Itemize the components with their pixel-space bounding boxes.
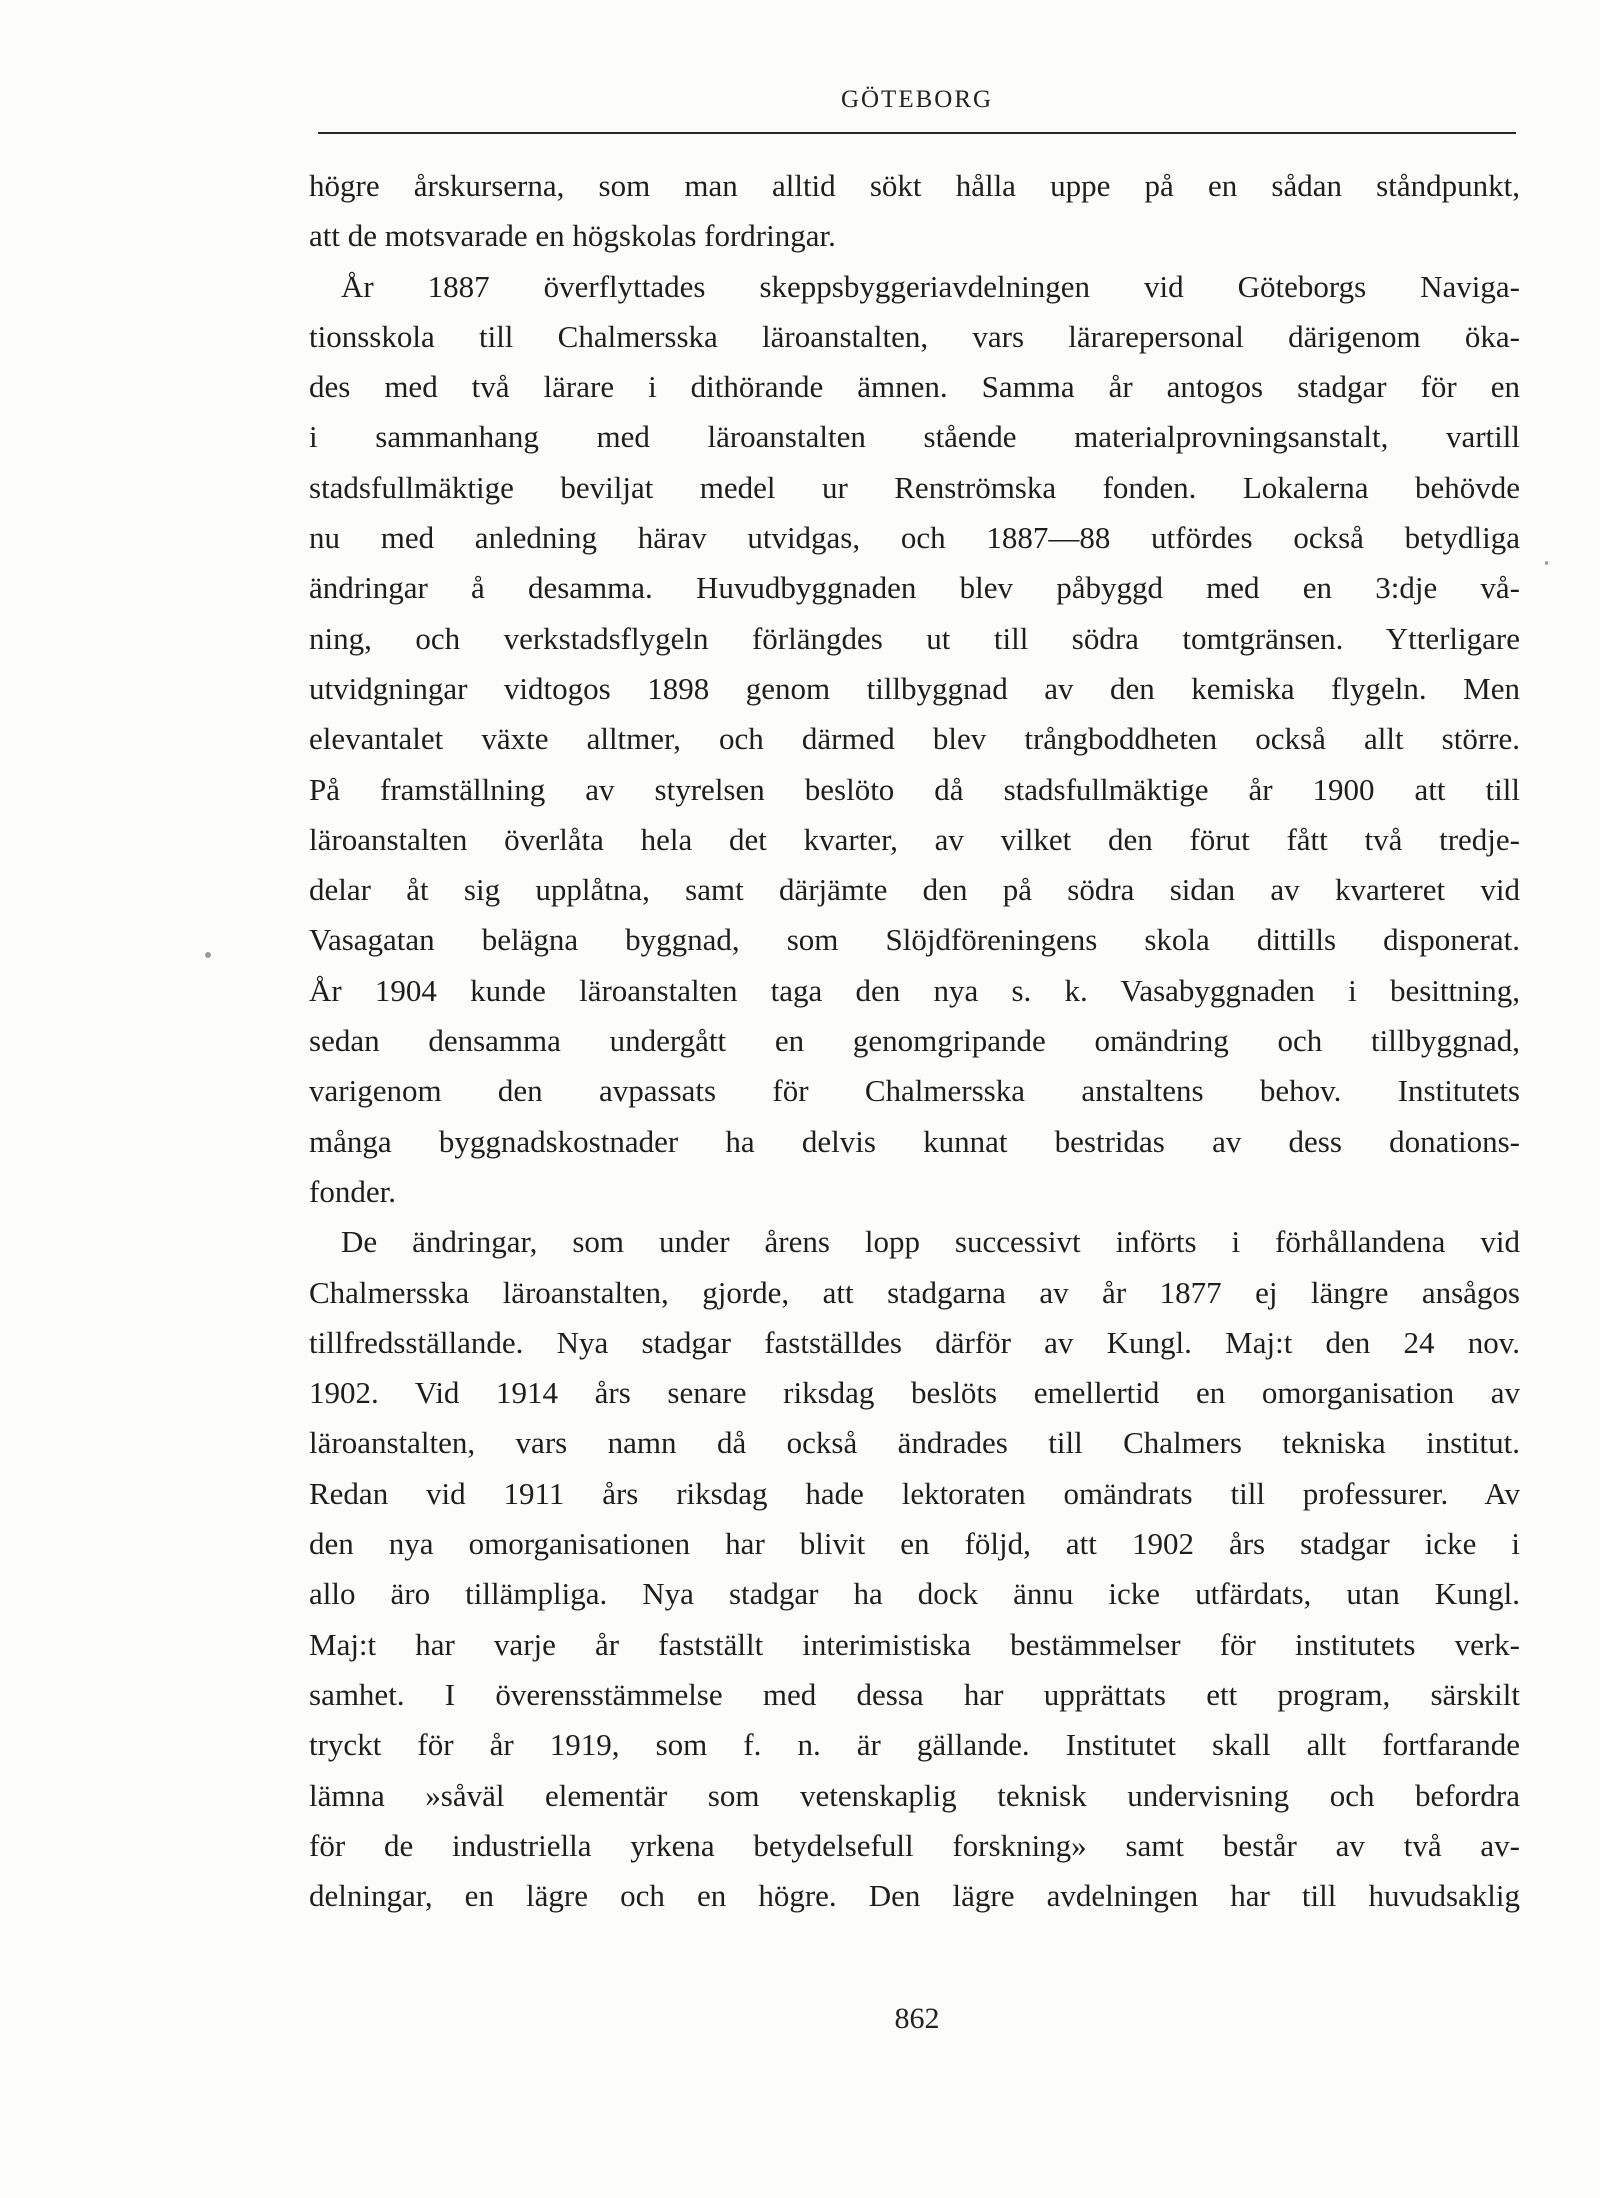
text-line: högre årskurserna, som man alltid sökt hålla uppe på en sådan ståndpunkt, (309, 168, 1520, 203)
text-line: des med två lärare i dithörande ämnen. Samma år antogos stadgar för en (309, 369, 1520, 405)
text-line: Maj:t har varje år fastställt interimistiska bestämmelser för institutets verk- (309, 1626, 1520, 1662)
text-line: läroanstalten överlåta hela det kvarter, av vilket den förut fått två tredje- (309, 821, 1520, 857)
text-line: stadsfullmäktige beviljat medel ur Renströmska fonden. Lokalerna behövde (309, 469, 1520, 505)
text-line: läroanstalten, vars namn då också ändrades till Chalmers tekniska institut. (309, 1425, 1520, 1461)
text-line: fonder. (309, 1173, 396, 1209)
header-rule (318, 132, 1516, 134)
text-line: i sammanhang med läroanstalten stående materialprovningsanstalt, vartill (309, 419, 1520, 455)
body-text (309, 161, 1520, 1921)
text-line: allo äro tillämpliga. Nya stadgar ha dock ännu icke utfärdats, utan Kungl. (309, 1576, 1520, 1612)
text-line: ning, och verkstadsflygeln förlängdes ut till södra tomtgränsen. Ytterligare (309, 620, 1520, 656)
page-number: 862 (894, 2002, 940, 2035)
text-line: samhet. I överensstämmelse med dessa har upprättats ett program, särskilt (309, 1676, 1520, 1712)
text-line: tillfredsställande. Nya stadgar fastställdes därför av Kungl. Maj:t den 24 nov. (309, 1324, 1520, 1360)
text-line: sedan densamma undergått en genomgripande omändring och tillbyggnad, (309, 1023, 1520, 1059)
text-line: nu med anledning härav utvidgas, och 1887—88 utfördes också betydliga (309, 520, 1520, 556)
text-line: utvidgningar vidtogos 1898 genom tillbyggnad av den kemiska flygeln. Men (309, 670, 1520, 706)
text-line: för de industriella yrkena betydelsefull forskning» samt består av två av- (309, 1827, 1520, 1863)
text-line: På framställning av styrelsen beslöto då stadsfullmäktige år 1900 att till (309, 771, 1520, 807)
text-line: 1902. Vid 1914 års senare riksdag beslöts emellertid en omorganisation av (309, 1375, 1520, 1411)
text-line: delningar, en lägre och en högre. Den lägre avdelningen har till huvudsaklig (309, 1878, 1520, 1914)
text-line: tryckt för år 1919, som f. n. är gällande. Institutet skall allt fortfarande (309, 1727, 1520, 1763)
text-line: elevantalet växte alltmer, och därmed blev trångboddheten också allt större. (309, 721, 1520, 757)
text-line: lämna »såväl elementär som vetenskaplig teknisk undervisning och befordra (309, 1777, 1520, 1813)
text-line: att de motsvarade en högskolas fordringar. (309, 218, 836, 254)
text-line: De ändringar, som under årens lopp successivt införts i förhållandena vid (341, 1224, 1520, 1260)
text-line: många byggnadskostnader ha delvis kunnat bestridas av dess donations- (309, 1123, 1520, 1159)
text-line: ändringar å desamma. Huvudbyggnaden blev påbyggd med en 3:dje vå- (309, 570, 1520, 606)
text-line: År 1887 överflyttades skeppsbyggeriavdelningen vid Göteborgs Naviga- (341, 268, 1520, 304)
text-line: Redan vid 1911 års riksdag hade lektoraten omändrats till professurer. Av (309, 1475, 1520, 1511)
running-head: GÖTEBORG (840, 86, 994, 113)
text-line: delar åt sig upplåtna, samt därjämte den på södra sidan av kvarteret vid (309, 872, 1520, 908)
text-line: Vasagatan belägna byggnad, som Slöjdföreningens skola dittills disponerat. (309, 922, 1520, 958)
text-line: Chalmersska läroanstalten, gjorde, att stadgarna av år 1877 ej längre ansågos (309, 1274, 1520, 1310)
text-line: varigenom den avpassats för Chalmersska anstaltens behov. Institutets (309, 1073, 1520, 1109)
text-line: År 1904 kunde läroanstalten taga den nya s. k. Vasabyggnaden i besittning, (309, 972, 1520, 1008)
text-line: tionsskola till Chalmersska läroanstalten, vars lärarepersonal därigenom öka- (309, 318, 1520, 354)
scan-speck (1545, 561, 1548, 565)
text-line: den nya omorganisationen har blivit en följd, att 1902 års stadgar icke i (309, 1526, 1520, 1562)
scan-speck (205, 952, 211, 958)
